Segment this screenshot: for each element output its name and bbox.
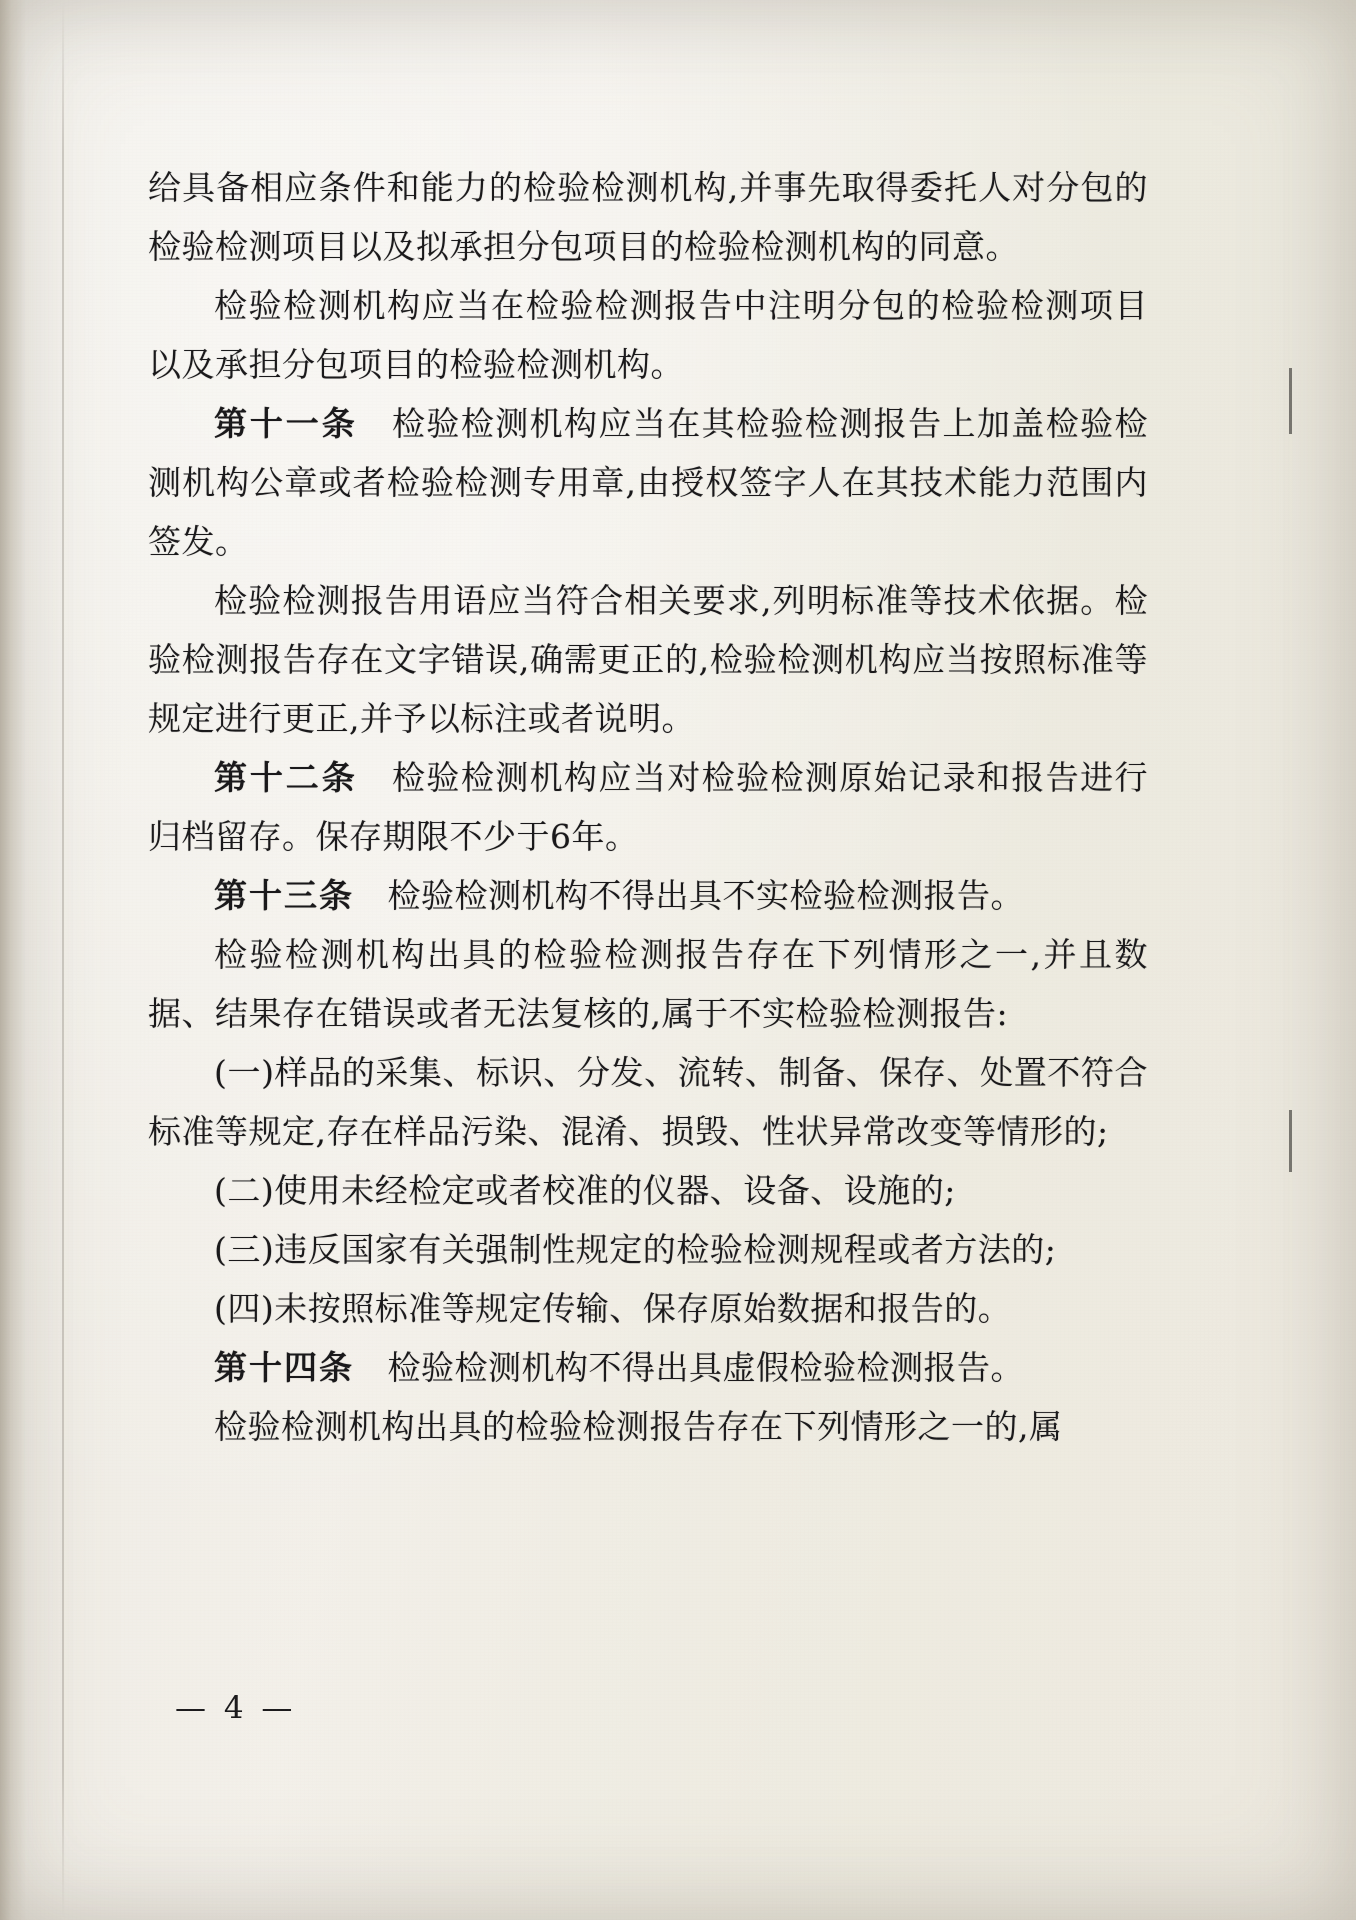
paragraph-article-12	[148, 748, 1148, 866]
article-11-body: 检验检测机构应当在其检验检测报告上加盖检验检测机构公章或者检验检测专用章,由授权签字人在其技术能力范围内签发。	[148, 404, 1149, 561]
article-number-11: 第十一条	[214, 404, 358, 443]
paragraph-article-13	[148, 866, 1148, 925]
list-item-four: (四)未按照标准等规定传输、保存原始数据和报告的。	[214, 1289, 1012, 1328]
list-item-two: (二)使用未经检定或者校准的仪器、设备、设施的;	[214, 1171, 956, 1210]
paragraph-article-14	[148, 1338, 1148, 1397]
paragraph-report-subcontract-note: 检验检测机构应当在检验检测报告中注明分包的检验检测项目以及承担分包项目的检验检测机构。	[148, 286, 1148, 384]
list-item-one: (一)样品的采集、标识、分发、流转、制备、保存、处置不符合标准等规定,存在样品污染、混淆、损毁、性状异常改变等情形的;	[148, 1053, 1148, 1151]
paragraph-article-11	[148, 394, 1148, 571]
article-12-body: 检验检测机构应当对检验检测原始记录和报告进行归档留存。保存期限不少于6年。	[148, 758, 1149, 856]
article-number-12: 第十二条	[214, 758, 358, 797]
paragraph-false-report-lead: 检验检测机构出具的检验检测报告存在下列情形之一的,属	[214, 1407, 1063, 1446]
paragraph-subcontracting-consent: 给具备相应条件和能力的检验检测机构,并事先取得委托人对分包的检验检测项目以及拟承担分包项目的检验检测机构的同意。	[148, 168, 1148, 266]
binding-edge-shadow	[0, 0, 26, 1920]
article-number-13: 第十三条	[214, 876, 354, 915]
page-number: — 4 —	[175, 1690, 297, 1726]
margin-mark-lower	[1289, 1110, 1292, 1172]
paragraph-untrue-report-definition: 检验检测机构出具的检验检测报告存在下列情形之一,并且数据、结果存在错误或者无法复核的,属于不实检验检测报告:	[148, 935, 1148, 1033]
page-body-text	[148, 158, 1148, 1456]
margin-mark-upper	[1289, 368, 1292, 434]
paragraph-report-wording: 检验检测报告用语应当符合相关要求,列明标准等技术依据。检验检测报告存在文字错误,确需更正的,检验检测机构应当按照标准等规定进行更正,并予以标注或者说明。	[148, 581, 1148, 738]
article-number-14: 第十四条	[214, 1348, 354, 1387]
list-item-three: (三)违反国家有关强制性规定的检验检测规程或者方法的;	[214, 1230, 1057, 1269]
article-13-body: 检验检测机构不得出具不实检验检测报告。	[354, 876, 1024, 915]
binding-fold-line	[62, 0, 64, 1920]
article-14-body: 检验检测机构不得出具虚假检验检测报告。	[354, 1348, 1024, 1387]
